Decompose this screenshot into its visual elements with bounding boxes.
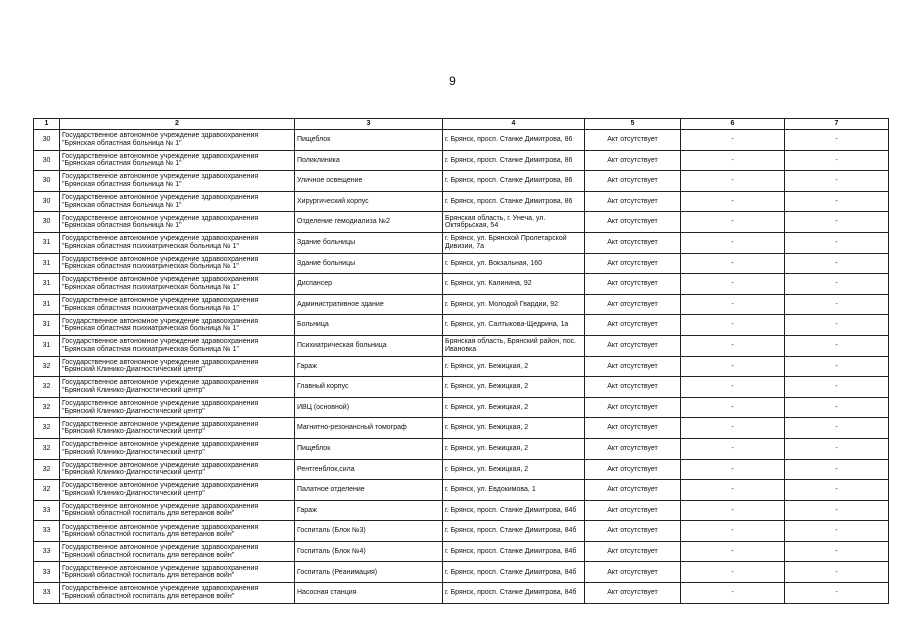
- column-7-cell: -: [785, 253, 889, 274]
- row-number-cell: 32: [34, 377, 60, 398]
- column-7-cell: -: [785, 191, 889, 212]
- object-cell: Госпиталь (Блок №3): [295, 521, 443, 542]
- table-row: [34, 397, 889, 418]
- column-7-cell: -: [785, 521, 889, 542]
- column-6-cell: -: [681, 583, 785, 604]
- object-cell: Уличное освещение: [295, 171, 443, 192]
- organization-cell: Государственное автономное учреждение здравоохранения "Брянский Клинико-Диагностический центр": [60, 438, 295, 459]
- address-cell: г. Брянск, ул. Вокзальная, 160: [443, 253, 585, 274]
- table-row: [34, 212, 889, 233]
- object-cell: Административное здание: [295, 294, 443, 315]
- organization-cell: Государственное автономное учреждение здравоохранения "Брянский областной госпиталь для ветеранов войн": [60, 562, 295, 583]
- column-7-cell: -: [785, 583, 889, 604]
- row-number-cell: 31: [34, 232, 60, 253]
- table-row: [34, 562, 889, 583]
- act-status-cell: Акт отсутствует: [585, 583, 681, 604]
- object-cell: Госпиталь (Блок №4): [295, 541, 443, 562]
- column-7-cell: -: [785, 171, 889, 192]
- column-6-cell: -: [681, 521, 785, 542]
- organization-cell: Государственное автономное учреждение здравоохранения "Брянская областная психиатрическая больница № 1": [60, 253, 295, 274]
- column-7-cell: -: [785, 562, 889, 583]
- organization-cell: Государственное автономное учреждение здравоохранения "Брянская областная больница № 1": [60, 150, 295, 171]
- column-6-cell: -: [681, 541, 785, 562]
- act-status-cell: Акт отсутствует: [585, 480, 681, 501]
- object-cell: Здание больницы: [295, 253, 443, 274]
- organization-cell: Государственное автономное учреждение здравоохранения "Брянская областная психиатрическая больница № 1": [60, 274, 295, 295]
- table-row: [34, 356, 889, 377]
- address-cell: г. Брянск, ул. Салтыкова-Щедрина, 1а: [443, 315, 585, 336]
- act-status-cell: Акт отсутствует: [585, 562, 681, 583]
- act-status-cell: Акт отсутствует: [585, 397, 681, 418]
- organization-cell: Государственное автономное учреждение здравоохранения "Брянский областной госпиталь для ветеранов войн": [60, 541, 295, 562]
- row-number-cell: 32: [34, 438, 60, 459]
- column-7-cell: -: [785, 294, 889, 315]
- organization-cell: Государственное автономное учреждение здравоохранения "Брянская областная психиатрическая больница № 1": [60, 315, 295, 336]
- column-6-cell: -: [681, 232, 785, 253]
- column-6-cell: -: [681, 459, 785, 480]
- object-cell: Гараж: [295, 356, 443, 377]
- column-6-cell: -: [681, 191, 785, 212]
- act-status-cell: Акт отсутствует: [585, 130, 681, 151]
- address-cell: г. Брянск, просп. Станке Димитрова, 84б: [443, 562, 585, 583]
- act-status-cell: Акт отсутствует: [585, 171, 681, 192]
- address-cell: Брянская область, г. Унеча, ул. Октябрьская, 54: [443, 212, 585, 233]
- row-number-cell: 32: [34, 397, 60, 418]
- table-row: [34, 438, 889, 459]
- address-cell: г. Брянск, ул. Бежицкая, 2: [443, 356, 585, 377]
- row-number-cell: 33: [34, 541, 60, 562]
- table-row: [34, 232, 889, 253]
- object-cell: Психиатрическая больница: [295, 335, 443, 356]
- column-7-cell: -: [785, 315, 889, 336]
- table-row: [34, 130, 889, 151]
- column-7-cell: -: [785, 212, 889, 233]
- table-row: [34, 171, 889, 192]
- act-status-cell: Акт отсутствует: [585, 253, 681, 274]
- object-cell: Главный корпус: [295, 377, 443, 398]
- act-status-cell: Акт отсутствует: [585, 541, 681, 562]
- organization-cell: Государственное автономное учреждение здравоохранения "Брянский Клинико-Диагностический центр": [60, 418, 295, 439]
- organization-cell: Государственное автономное учреждение здравоохранения "Брянская областная психиатрическая больница № 1": [60, 335, 295, 356]
- organization-cell: Государственное автономное учреждение здравоохранения "Брянская областная больница № 1": [60, 212, 295, 233]
- act-status-cell: Акт отсутствует: [585, 232, 681, 253]
- header-row: [34, 119, 889, 130]
- act-status-cell: Акт отсутствует: [585, 212, 681, 233]
- row-number-cell: 33: [34, 521, 60, 542]
- register-table: [33, 118, 889, 604]
- act-status-cell: Акт отсутствует: [585, 315, 681, 336]
- column-7-cell: -: [785, 418, 889, 439]
- organization-cell: Государственное автономное учреждение здравоохранения "Брянский областной госпиталь для ветеранов войн": [60, 500, 295, 521]
- act-status-cell: Акт отсутствует: [585, 418, 681, 439]
- organization-cell: Государственное автономное учреждение здравоохранения "Брянский областной госпиталь для ветеранов войн": [60, 583, 295, 604]
- column-header: 4: [443, 119, 585, 130]
- table-row: [34, 521, 889, 542]
- organization-cell: Государственное автономное учреждение здравоохранения "Брянская областная больница № 1": [60, 171, 295, 192]
- organization-cell: Государственное автономное учреждение здравоохранения "Брянский Клинико-Диагностический центр": [60, 397, 295, 418]
- act-status-cell: Акт отсутствует: [585, 191, 681, 212]
- row-number-cell: 32: [34, 480, 60, 501]
- column-6-cell: -: [681, 562, 785, 583]
- column-header: 7: [785, 119, 889, 130]
- column-header: 2: [60, 119, 295, 130]
- row-number-cell: 31: [34, 315, 60, 336]
- address-cell: г. Брянск, ул. Евдокимова, 1: [443, 480, 585, 501]
- column-7-cell: -: [785, 232, 889, 253]
- row-number-cell: 32: [34, 356, 60, 377]
- column-6-cell: -: [681, 315, 785, 336]
- row-number-cell: 33: [34, 500, 60, 521]
- table-row: [34, 274, 889, 295]
- column-6-cell: -: [681, 397, 785, 418]
- row-number-cell: 30: [34, 212, 60, 233]
- address-cell: г. Брянск, ул. Бежицкая, 2: [443, 418, 585, 439]
- column-7-cell: -: [785, 541, 889, 562]
- act-status-cell: Акт отсутствует: [585, 150, 681, 171]
- object-cell: Насосная станция: [295, 583, 443, 604]
- object-cell: Диспансер: [295, 274, 443, 295]
- organization-cell: Государственное автономное учреждение здравоохранения "Брянский Клинико-Диагностический центр": [60, 377, 295, 398]
- table-row: [34, 294, 889, 315]
- address-cell: г. Брянск, просп. Станке Димитрова, 84б: [443, 521, 585, 542]
- address-cell: г. Брянск, ул. Бежицкая, 2: [443, 377, 585, 398]
- act-status-cell: Акт отсутствует: [585, 500, 681, 521]
- column-6-cell: -: [681, 294, 785, 315]
- row-number-cell: 30: [34, 130, 60, 151]
- row-number-cell: 32: [34, 459, 60, 480]
- column-6-cell: -: [681, 480, 785, 501]
- column-7-cell: -: [785, 397, 889, 418]
- object-cell: Хирургический корпус: [295, 191, 443, 212]
- organization-cell: Государственное автономное учреждение здравоохранения "Брянский Клинико-Диагностический центр": [60, 480, 295, 501]
- column-7-cell: -: [785, 150, 889, 171]
- table-row: [34, 335, 889, 356]
- organization-cell: Государственное автономное учреждение здравоохранения "Брянский областной госпиталь для ветеранов войн": [60, 521, 295, 542]
- table-row: [34, 480, 889, 501]
- table-row: [34, 253, 889, 274]
- column-6-cell: -: [681, 500, 785, 521]
- column-6-cell: -: [681, 438, 785, 459]
- column-7-cell: -: [785, 377, 889, 398]
- act-status-cell: Акт отсутствует: [585, 438, 681, 459]
- column-7-cell: -: [785, 335, 889, 356]
- address-cell: г. Брянск, просп. Станке Димитрова, 86: [443, 130, 585, 151]
- object-cell: Поликлиника: [295, 150, 443, 171]
- address-cell: г. Брянск, ул. Молодой Гвардии, 92: [443, 294, 585, 315]
- column-header: 6: [681, 119, 785, 130]
- address-cell: г. Брянск, ул. Бежицкая, 2: [443, 438, 585, 459]
- column-6-cell: -: [681, 356, 785, 377]
- column-7-cell: -: [785, 356, 889, 377]
- act-status-cell: Акт отсутствует: [585, 377, 681, 398]
- table-row: [34, 583, 889, 604]
- address-cell: Брянская область, Брянский район, пос. Ивановка: [443, 335, 585, 356]
- column-6-cell: -: [681, 253, 785, 274]
- address-cell: г. Брянск, просп. Станке Димитрова, 84б: [443, 500, 585, 521]
- object-cell: Палатное отделение: [295, 480, 443, 501]
- row-number-cell: 31: [34, 253, 60, 274]
- organization-cell: Государственное автономное учреждение здравоохранения "Брянская областная больница № 1": [60, 130, 295, 151]
- object-cell: Пищеблок: [295, 130, 443, 151]
- row-number-cell: 30: [34, 150, 60, 171]
- address-cell: г. Брянск, просп. Станке Димитрова, 84б: [443, 583, 585, 604]
- act-status-cell: Акт отсутствует: [585, 335, 681, 356]
- table-row: [34, 500, 889, 521]
- object-cell: Здание больницы: [295, 232, 443, 253]
- row-number-cell: 32: [34, 418, 60, 439]
- column-6-cell: -: [681, 150, 785, 171]
- table-row: [34, 191, 889, 212]
- object-cell: Отделение гемодиализа №2: [295, 212, 443, 233]
- object-cell: Рентгенблок,сила: [295, 459, 443, 480]
- page-number: 9: [449, 74, 456, 88]
- address-cell: г. Брянск, просп. Станке Димитрова, 86: [443, 171, 585, 192]
- row-number-cell: 33: [34, 583, 60, 604]
- act-status-cell: Акт отсутствует: [585, 294, 681, 315]
- object-cell: Больница: [295, 315, 443, 336]
- object-cell: Магнитно-резонансный томограф: [295, 418, 443, 439]
- table-row: [34, 377, 889, 398]
- act-status-cell: Акт отсутствует: [585, 274, 681, 295]
- object-cell: Пищеблок: [295, 438, 443, 459]
- column-6-cell: -: [681, 130, 785, 151]
- column-7-cell: -: [785, 274, 889, 295]
- table-row: [34, 150, 889, 171]
- address-cell: г. Брянск, ул. Брянской Пролетарской Дивизии, 7а: [443, 232, 585, 253]
- table-row: [34, 459, 889, 480]
- column-6-cell: -: [681, 377, 785, 398]
- organization-cell: Государственное автономное учреждение здравоохранения "Брянская областная психиатрическая больница № 1": [60, 294, 295, 315]
- column-header: 3: [295, 119, 443, 130]
- column-6-cell: -: [681, 171, 785, 192]
- column-6-cell: -: [681, 335, 785, 356]
- column-6-cell: -: [681, 212, 785, 233]
- address-cell: г. Брянск, просп. Станке Димитрова, 86: [443, 150, 585, 171]
- table-row: [34, 315, 889, 336]
- object-cell: Госпиталь (Реанимация): [295, 562, 443, 583]
- address-cell: г. Брянск, ул. Калинина, 92: [443, 274, 585, 295]
- row-number-cell: 30: [34, 171, 60, 192]
- organization-cell: Государственное автономное учреждение здравоохранения "Брянская областная больница № 1": [60, 191, 295, 212]
- address-cell: г. Брянск, просп. Станке Димитрова, 86: [443, 191, 585, 212]
- row-number-cell: 30: [34, 191, 60, 212]
- column-6-cell: -: [681, 418, 785, 439]
- table-row: [34, 541, 889, 562]
- address-cell: г. Брянск, ул. Бежицкая, 2: [443, 397, 585, 418]
- column-7-cell: -: [785, 130, 889, 151]
- column-7-cell: -: [785, 480, 889, 501]
- act-status-cell: Акт отсутствует: [585, 459, 681, 480]
- organization-cell: Государственное автономное учреждение здравоохранения "Брянский Клинико-Диагностический центр": [60, 356, 295, 377]
- column-7-cell: -: [785, 438, 889, 459]
- row-number-cell: 31: [34, 294, 60, 315]
- object-cell: ИВЦ (основной): [295, 397, 443, 418]
- column-6-cell: -: [681, 274, 785, 295]
- column-header: 1: [34, 119, 60, 130]
- address-cell: г. Брянск, ул. Бежицкая, 2: [443, 459, 585, 480]
- act-status-cell: Акт отсутствует: [585, 521, 681, 542]
- object-cell: Гараж: [295, 500, 443, 521]
- row-number-cell: 33: [34, 562, 60, 583]
- address-cell: г. Брянск, просп. Станке Димитрова, 84б: [443, 541, 585, 562]
- row-number-cell: 31: [34, 274, 60, 295]
- table-row: [34, 418, 889, 439]
- organization-cell: Государственное автономное учреждение здравоохранения "Брянская областная психиатрическая больница № 1": [60, 232, 295, 253]
- organization-cell: Государственное автономное учреждение здравоохранения "Брянский Клинико-Диагностический центр": [60, 459, 295, 480]
- act-status-cell: Акт отсутствует: [585, 356, 681, 377]
- column-header: 5: [585, 119, 681, 130]
- row-number-cell: 31: [34, 335, 60, 356]
- table-body: [34, 130, 889, 604]
- column-7-cell: -: [785, 500, 889, 521]
- column-7-cell: -: [785, 459, 889, 480]
